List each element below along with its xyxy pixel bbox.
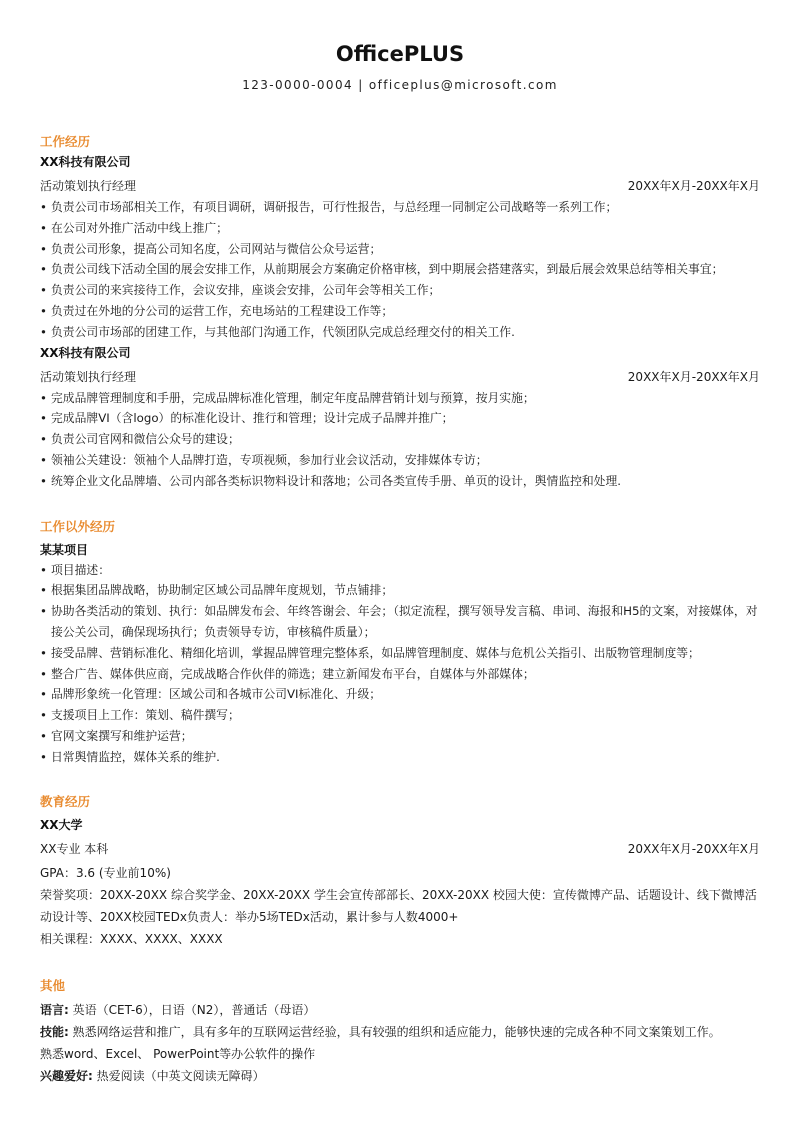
job-bullets bbox=[40, 197, 760, 343]
list-item: • 负责公司官网和微信公众号的建设； bbox=[40, 429, 760, 450]
list-item: • 负责公司市场部的团建工作，与其他部门沟通工作，代领团队完成总经理交付的相关工作. bbox=[40, 322, 760, 343]
list-item: • 官网文案撰写和维护运营； bbox=[40, 726, 760, 747]
school-name: XX大学 bbox=[40, 817, 83, 832]
language-value: 英语（CET-6），日语（N2），普通话（母语） bbox=[68, 1002, 316, 1017]
job-date: 20XX年X月-20XX年X月 bbox=[627, 369, 760, 384]
major: XX专业 本科 bbox=[40, 841, 109, 856]
list-item: • 根据集团品牌战略，协助制定区域公司品牌年度规划，节点铺排； bbox=[40, 580, 760, 601]
list-item: • 项目描述： bbox=[40, 560, 760, 581]
list-item: • 完成品牌VI（含logo）的标准化设计、推行和管理；设计完成子品牌并推广； bbox=[40, 408, 760, 429]
list-item: • 负责公司形象，提高公司知名度，公司网站与微信公众号运营； bbox=[40, 239, 760, 260]
project-name: 某某项目 bbox=[40, 542, 89, 557]
gpa: GPA：3.6 (专业前10%) bbox=[40, 865, 171, 880]
company-name: XX科技有限公司 bbox=[40, 345, 131, 360]
list-item: • 日常舆情监控，媒体关系的维护. bbox=[40, 747, 760, 768]
list-item: • 领袖公关建设：领袖个人品牌打造，专项视频，参加行业会议活动，安排媒体专访； bbox=[40, 450, 760, 471]
list-item: • 协助各类活动的策划、执行：如品牌发布会、年终答谢会、年会；（拟定流程，撰写领导发言稿、串词、海报和H5的文案，对接媒体，对接公关公司，确保现场执行；负责领导专访，审核稿件质量）； bbox=[40, 601, 760, 643]
list-item: • 负责公司线下活动全国的展会安排工作，从前期展会方案确定价格审核，到中期展会搭建落实，到最后展会效果总结等相关事宜； bbox=[40, 259, 760, 280]
skills-value: 熟悉网络运营和推广，具有多年的互联网运营经验，具有较强的组织和适应能力，能够快速的完成各种不同文案策划工作。 bbox=[68, 1024, 721, 1039]
courses: 相关课程：XXXX、XXXX、XXXX bbox=[40, 931, 223, 946]
job-role: 活动策划执行经理 bbox=[40, 179, 137, 193]
list-item: • 品牌形象统一化管理：区域公司和各城市公司VI标准化、升级； bbox=[40, 684, 760, 705]
candidate-name: OfficePLUS bbox=[335, 42, 465, 66]
list-item: • 统筹企业文化品牌墙、公司内部各类标识物料设计和落地；公司各类宣传手册、单页的设计，舆情监控和处理. bbox=[40, 471, 760, 492]
job-bullets bbox=[40, 388, 760, 492]
company-name: XX科技有限公司 bbox=[40, 155, 131, 169]
list-item: • 负责公司的来宾接待工作，会议安排，座谈会安排，公司年会等相关工作； bbox=[40, 280, 760, 301]
hobby-line bbox=[40, 1065, 760, 1087]
education-section bbox=[40, 792, 760, 950]
work-section bbox=[40, 132, 760, 492]
other-section bbox=[40, 976, 760, 1087]
hobby-label: 兴趣爱好: bbox=[40, 1068, 93, 1083]
language-label: 语言: bbox=[40, 1002, 69, 1017]
job-role: 活动策划执行经理 bbox=[40, 369, 137, 384]
list-item: • 接受品牌、营销标准化、精细化培训，掌握品牌管理完整体系，如品牌管理制度、媒体与危机公关指引、出版物管理制度等； bbox=[40, 643, 760, 664]
language-line bbox=[40, 999, 760, 1021]
list-item: • 在公司对外推广活动中线上推广； bbox=[40, 218, 760, 239]
list-item: • 支援项目上工作：策划、稿件撰写； bbox=[40, 705, 760, 726]
section-title-education: 教育经历 bbox=[40, 793, 91, 809]
section-title-other: 其他 bbox=[40, 977, 66, 993]
skills-line bbox=[40, 1021, 760, 1043]
list-item: • 完成品牌管理制度和手册，完成品牌标准化管理，制定年度品牌营销计划与预算，按月实施； bbox=[40, 388, 760, 409]
section-title-other-experience: 工作以外经历 bbox=[40, 518, 116, 534]
section-title-work: 工作经历 bbox=[40, 134, 91, 149]
skills-label: 技能: bbox=[40, 1024, 69, 1039]
list-item: • 负责过在外地的分公司的运营工作，充电场站的工程建设工作等； bbox=[40, 301, 760, 322]
other-experience-section bbox=[40, 517, 760, 768]
contact-line: 123-0000-0004 | officeplus@microsoft.com bbox=[242, 78, 558, 92]
job-date: 20XX年X月-20XX年X月 bbox=[627, 179, 760, 193]
honors: 荣誉奖项：20XX-20XX 综合奖学金、20XX-20XX 学生会宣传部部长、20XX-20XX 校园大使：宣传微博产品、话题设计、线下微博活动设计等、20XX校园TEDx负责人：举办5场TEDx活动，累计参与人数4000+ bbox=[40, 887, 757, 924]
job-row bbox=[40, 367, 760, 388]
project-bullets bbox=[40, 560, 760, 768]
education-date: 20XX年X月-20XX年X月 bbox=[627, 841, 760, 856]
list-item: • 负责公司市场部相关工作，有项目调研，调研报告，可行性报告，与总经理一同制定公司战略等一系列工作； bbox=[40, 197, 760, 218]
education-row bbox=[40, 839, 760, 860]
hobby-value: 热爱阅读（中英文阅读无障碍） bbox=[92, 1068, 265, 1083]
job-row bbox=[40, 176, 760, 197]
resume-page bbox=[40, 0, 760, 1087]
skills-extra: 熟悉word、Excel、 PowerPoint等办公软件的操作 bbox=[40, 1046, 316, 1061]
list-item: • 整合广告、媒体供应商，完成战略合作伙伴的筛选；建立新闻发布平台，自媒体与外部媒体； bbox=[40, 664, 760, 685]
